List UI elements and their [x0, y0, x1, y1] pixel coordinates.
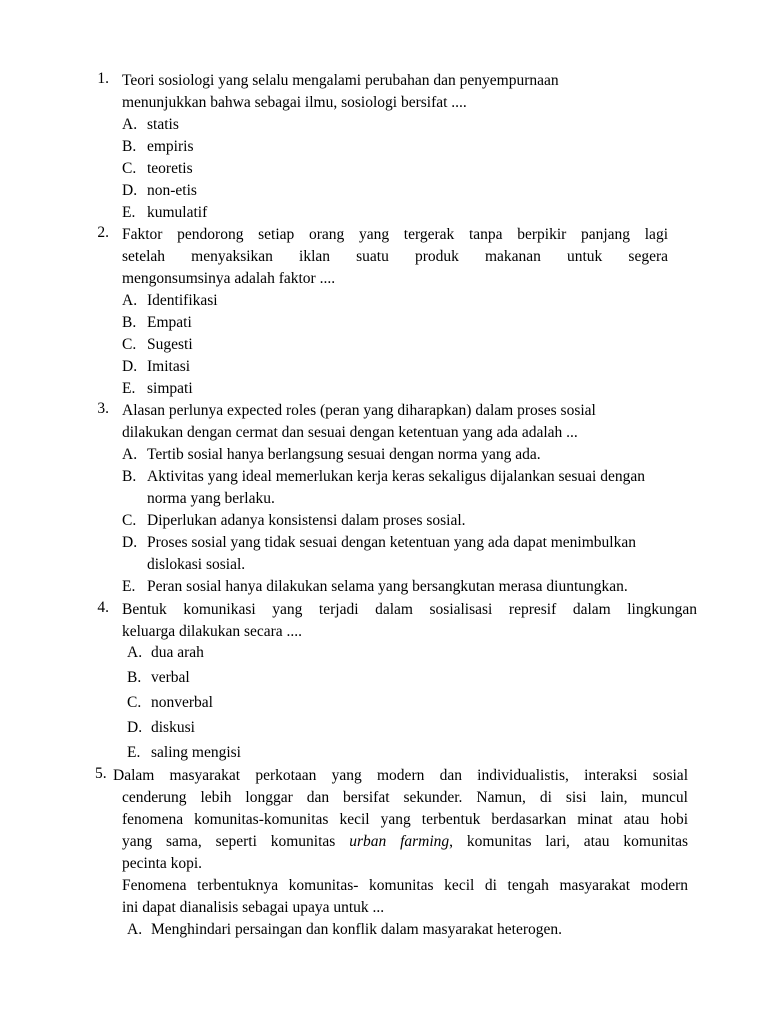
stem-line: keluarga dilakukan secara .... — [122, 623, 303, 640]
option-text: Menghindari persaingan dan konflik dalam masyarakat heterogen. — [151, 921, 563, 938]
option-letter: E. — [122, 380, 136, 397]
option-text: Empati — [147, 314, 192, 331]
option-text: nonverbal — [151, 694, 213, 711]
option-text: Sugesti — [147, 336, 193, 353]
option-text: teoretis — [147, 160, 193, 177]
stem-line: dilakukan dengan cermat dan sesuai dengan ketentuan yang ada adalah ... — [122, 424, 578, 441]
option-letter: B. — [122, 468, 137, 485]
option-letter: A. — [127, 644, 143, 661]
option-text: dua arah — [151, 644, 204, 661]
option-text — [147, 576, 699, 598]
question-stem-continued — [122, 787, 688, 919]
stem-line: Faktor pendorong setiap orang yang tergerak tanpa berpikir panjang lagi — [122, 226, 668, 243]
option-line: norma yang berlaku. — [147, 490, 275, 507]
stem-text: yang sama, seperti komunitas — [122, 833, 350, 850]
stem-line: menunjukkan bahwa sebagai ilmu, sosiologi bersifat .... — [122, 94, 467, 111]
option-letter: D. — [122, 182, 138, 199]
question-stem — [122, 224, 668, 290]
question-number: 4. — [97, 599, 109, 616]
question-number: 5. — [95, 765, 107, 782]
stem-line: Bentuk komunikasi yang terjadi dalam sosialisasi represif dalam lingkungan — [122, 601, 697, 618]
stem-line: pecinta kopi. — [122, 855, 203, 872]
option-line: dislokasi sosial. — [147, 556, 246, 573]
option-letter: E. — [122, 578, 136, 595]
stem-line: ini dapat dianalisis sebagai upaya untuk ... — [122, 899, 385, 916]
option-letter: C. — [122, 336, 137, 353]
option-letter: D. — [127, 719, 143, 736]
question-stem — [122, 400, 692, 444]
option-letter: A. — [122, 446, 138, 463]
option-text: diskusi — [151, 719, 195, 736]
stem-line: Dalam masyarakat perkotaan yang modern dan individualistis, interaksi sosial — [113, 767, 688, 784]
option-text: kumulatif — [147, 204, 208, 221]
stem-text: , komunitas lari, atau komunitas — [449, 833, 688, 850]
option-line: Diperlukan adanya konsistensi dalam proses sosial. — [147, 512, 466, 529]
option-text — [147, 466, 699, 510]
option-letter: B. — [127, 669, 142, 686]
stem-line: Fenomena terbentuknya komunitas- komunitas kecil di tengah masyarakat modern — [122, 877, 688, 894]
option-letter: D. — [122, 358, 138, 375]
option-line: Proses sosial yang tidak sesuai dengan ketentuan yang ada dapat menimbulkan — [147, 534, 636, 551]
option-letter: C. — [127, 694, 142, 711]
stem-line: fenomena komunitas-komunitas kecil yang terbentuk berdasarkan minat atau hobi — [122, 811, 688, 828]
option-text: empiris — [147, 138, 194, 155]
stem-line — [122, 831, 688, 853]
option-text: simpati — [147, 380, 193, 397]
stem-line: Alasan perlunya expected roles (peran yang diharapkan) dalam proses sosial — [122, 402, 596, 419]
option-text — [147, 532, 699, 576]
question-stem — [113, 765, 688, 787]
option-text: saling mengisi — [151, 744, 241, 761]
option-text: Imitasi — [147, 358, 191, 375]
option-letter: D. — [122, 534, 138, 551]
stem-line: mengonsumsinya adalah faktor .... — [122, 270, 336, 287]
option-letter: A. — [122, 292, 138, 309]
stem-line: Teori sosiologi yang selalu mengalami perubahan dan penyempurnaan — [122, 72, 559, 89]
option-text — [147, 444, 699, 466]
option-letter: C. — [122, 160, 137, 177]
option-line: Tertib sosial hanya berlangsung sesuai dengan norma yang ada. — [147, 446, 541, 463]
question-number: 3. — [97, 400, 109, 417]
stem-line: cenderung lebih longgar dan bersifat sekunder. Namun, di sisi lain, muncul — [122, 789, 688, 806]
option-line: Aktivitas yang ideal memerlukan kerja keras sekaligus dijalankan sesuai dengan — [147, 468, 645, 485]
option-letter: E. — [122, 204, 136, 221]
question-stem — [122, 599, 697, 643]
option-letter: B. — [122, 314, 137, 331]
stem-line: setelah menyaksikan iklan suatu produk makanan untuk segera — [122, 248, 668, 265]
option-letter: B. — [122, 138, 137, 155]
stem-italic-term: urban farming — [349, 833, 450, 850]
option-letter: A. — [122, 116, 138, 133]
option-text: Identifikasi — [147, 292, 218, 309]
option-text: statis — [147, 116, 179, 133]
question-number: 1. — [97, 70, 109, 87]
option-text: verbal — [151, 669, 190, 686]
option-letter: E. — [127, 744, 141, 761]
question-stem — [122, 70, 682, 114]
option-text — [147, 510, 699, 532]
option-text: non-etis — [147, 182, 197, 199]
question-number: 2. — [97, 224, 109, 241]
option-letter: A. — [127, 921, 143, 938]
option-letter: C. — [122, 512, 137, 529]
option-line: Peran sosial hanya dilakukan selama yang bersangkutan merasa diuntungkan. — [147, 578, 628, 595]
